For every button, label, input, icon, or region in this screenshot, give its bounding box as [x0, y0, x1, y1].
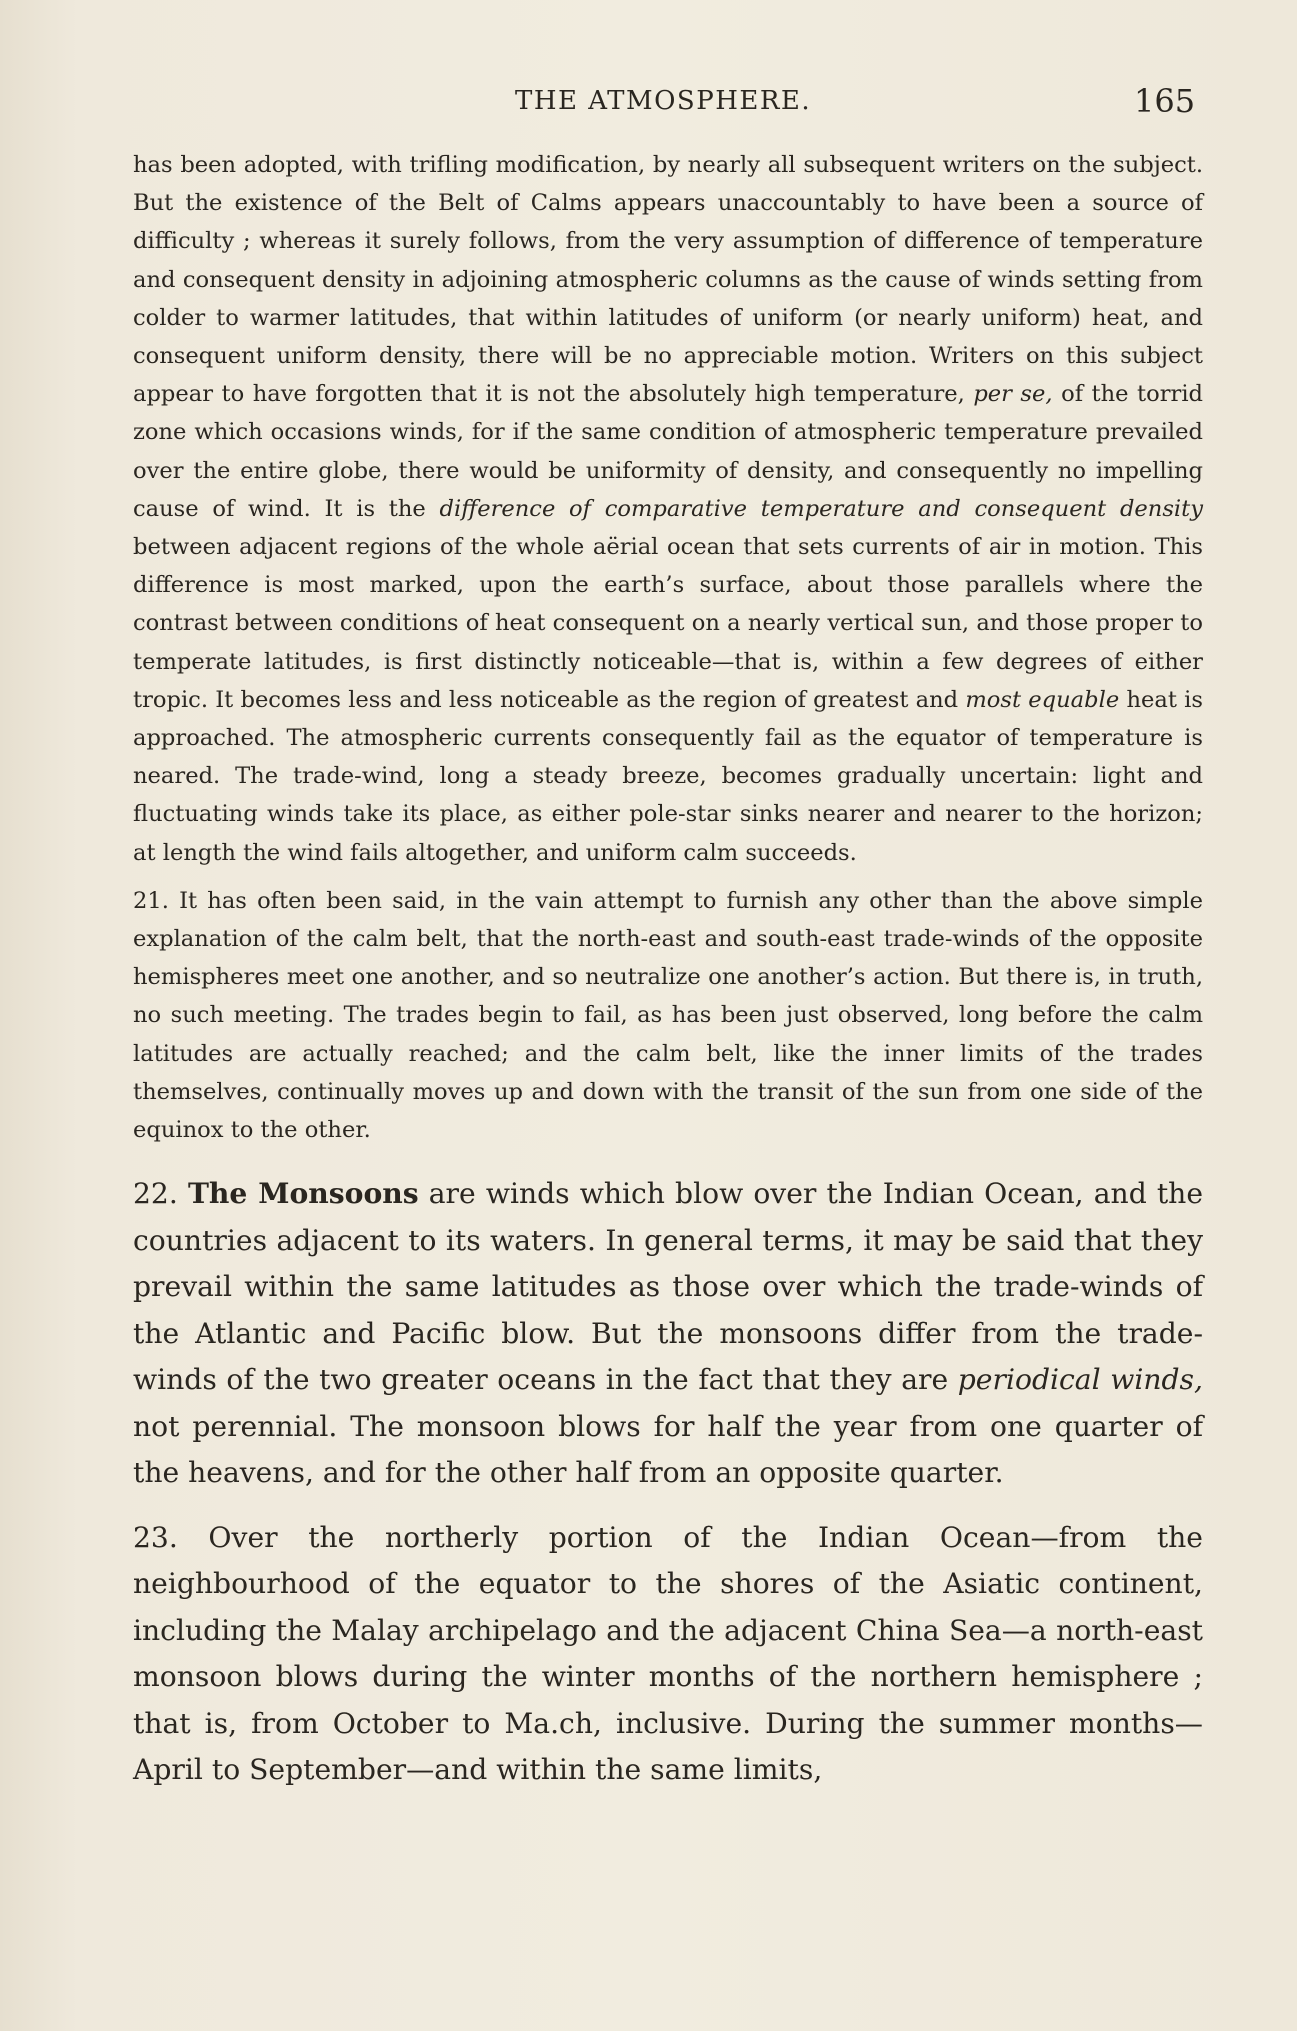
paragraph-text: not perennial. The monsoon blows for half the year from one quarter of the heavens, and for the other half from an opposite quarter. [133, 1409, 1203, 1490]
italic-phrase: per se, [973, 381, 1053, 408]
paragraph-number: 23. [133, 1520, 178, 1554]
italic-phrase: most equable [965, 686, 1120, 713]
paragraph-text: are winds which blow over the Indian Ocean, and the countries adjacent to its waters. In general terms, it may be said that they prevail within the same latitudes as those over which the trade-winds of the Atlantic and Pacific blow. But the monsoons differ from the trade-winds of the two greater oceans in the fact that they are [133, 1177, 1204, 1397]
paragraph-continued [133, 146, 1203, 872]
running-head [0, 82, 1297, 126]
page-number: 165 [1134, 82, 1196, 120]
italic-phrase: periodical winds, [957, 1363, 1203, 1397]
paragraph-text: heat is approached. The atmospheric currents consequently fail as the equator of temperature is neared. The trade-wind, long a steady breeze, becomes gradually uncertain: light and fluctuating winds take its place, as either pole-star sinks nearer and nearer to the horizon; at length the wind fails altogether, and uniform calm succeeds. [133, 686, 1203, 866]
paragraph-number: 22. [133, 1177, 178, 1211]
italic-phrase: difference of comparative temperature and consequent density [439, 495, 1203, 522]
paragraph-text: of the torrid zone which occasions winds, for if the same condition of atmospheric temperature prevailed over the entire globe, there would be uniformity of density, and consequently no impelling cause of wind. It is the [133, 381, 1204, 522]
paragraph-number: 21. [133, 887, 169, 914]
running-title: THE ATMOSPHERE. [515, 86, 812, 116]
page-body [133, 146, 1203, 1794]
paragraph-text: Over the northerly portion of the Indian Ocean—from the neighbourhood of the equator to the shores of the Asiatic continent, including the Malay archipelago and the adjacent China Sea—a north-east monsoon blows during the winter months of the northern hemisphere ; that is, from October to Ma.ch, inclusive. During the summer months—April to September—and within the same limits, [133, 1520, 1203, 1787]
paragraph-22 [133, 1171, 1203, 1497]
paragraph-21 [133, 882, 1203, 1149]
paragraph-text: has been adopted, with trifling modification, by nearly all subsequent writers on the subject. But the existence of the Belt of Calms appears unaccountably to have been a source of difficulty ; whereas it surely follows, from the very assumption of difference of temperature and consequent density in adjoining atmospheric columns as the cause of winds setting from colder to warmer latitudes, that within latitudes of uniform (or nearly uniform) heat, and consequent uniform density, there will be no appreciable motion. Writers on this subject appear to have forgotten that it is not the absolutely high temperature, [133, 152, 1203, 408]
paragraph-23 [133, 1515, 1203, 1794]
section-term: The Monsoons [187, 1177, 419, 1211]
paragraph-text: between adjacent regions of the whole aërial ocean that sets currents of air in motion. This difference is most marked, upon the earth’s surface, about those parallels where the contrast between conditions of heat consequent on a nearly vertical sun, and those proper to temperate latitudes, is first distinctly noticeable—that is, within a few degrees of either tropic. It becomes less and less noticeable as the region of greatest and [133, 534, 1203, 713]
paragraph-text: It has often been said, in the vain attempt to furnish any other than the above simple explanation of the calm belt, that the north-east and south-east trade-winds of the opposite hemispheres meet one another, and so neutralize one another’s action. But there is, in truth, no such meeting. The trades begin to fail, as has been just observed, long before the calm latitudes are actually reached; and the calm belt, like the inner limits of the trades themselves, continually moves up and down with the transit of the sun from one side of the equinox to the other. [133, 887, 1203, 1144]
